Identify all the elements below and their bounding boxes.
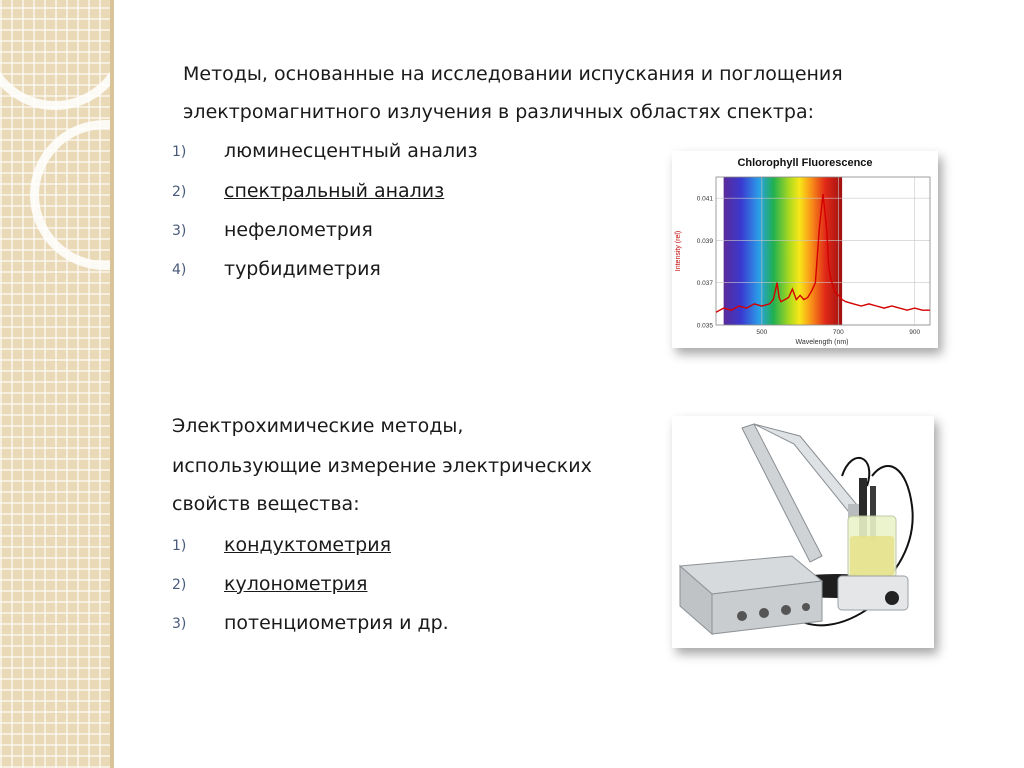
section2-heading-line3: свойств вещества: — [172, 493, 360, 515]
decorative-ring — [30, 120, 114, 270]
list-item-turbidimetry: турбидиметрия — [224, 258, 381, 280]
link-coulometry[interactable]: кулонометрия — [224, 573, 368, 595]
chlorophyll-fluorescence-chart — [672, 151, 938, 348]
list-item-nephelometry: нефелометрия — [224, 219, 373, 241]
list-number: 2) — [172, 577, 187, 593]
device-illustration — [672, 416, 934, 648]
list-number: 2) — [172, 184, 187, 200]
chart-x-tick-label: 900 — [909, 329, 921, 336]
list-number: 3) — [172, 223, 187, 239]
list-number: 1) — [172, 538, 187, 554]
decorative-strip — [0, 0, 114, 768]
chart-y-tick-label: 0.037 — [696, 280, 713, 288]
chart-x-tick-label: 500 — [756, 329, 768, 336]
chart-ylabel: Intensity (rel) — [675, 230, 682, 272]
electrochemical-device-photo — [672, 416, 934, 648]
chart-xlabel: Wavelength (nm) — [795, 339, 849, 346]
section1-heading-line1: Методы, основанные на исследовании испускания и поглощения — [183, 63, 843, 85]
section2-heading-line1: Электрохимические методы, — [172, 415, 464, 437]
list-item-potentiometry: потенциометрия и др. — [224, 612, 449, 634]
section1-heading-line2: электромагнитного излучения в различных областях спектра: — [183, 101, 815, 123]
list-number: 3) — [172, 616, 187, 632]
list-item-luminescent: люминесцентный анализ — [224, 140, 478, 162]
list-number: 1) — [172, 144, 187, 160]
chart-y-tick-label: 0.039 — [696, 237, 713, 245]
list-number: 4) — [172, 262, 187, 278]
chart-svg — [672, 151, 938, 348]
chart-y-tick-label: 0.035 — [696, 322, 713, 330]
strip-border — [110, 0, 114, 768]
chart-y-tick-label: 0.041 — [696, 195, 713, 203]
chart-title: Chlorophyll Fluorescence — [737, 157, 873, 169]
chart-x-tick-label: 700 — [832, 329, 844, 336]
link-conductometry[interactable]: кондуктометрия — [224, 534, 392, 556]
link-spectral-analysis[interactable]: спектральный анализ — [224, 180, 445, 202]
spectrum-background — [724, 177, 842, 325]
section2-heading-line2: использующие измерение электрических — [172, 455, 592, 477]
decorative-ring — [0, 0, 114, 110]
